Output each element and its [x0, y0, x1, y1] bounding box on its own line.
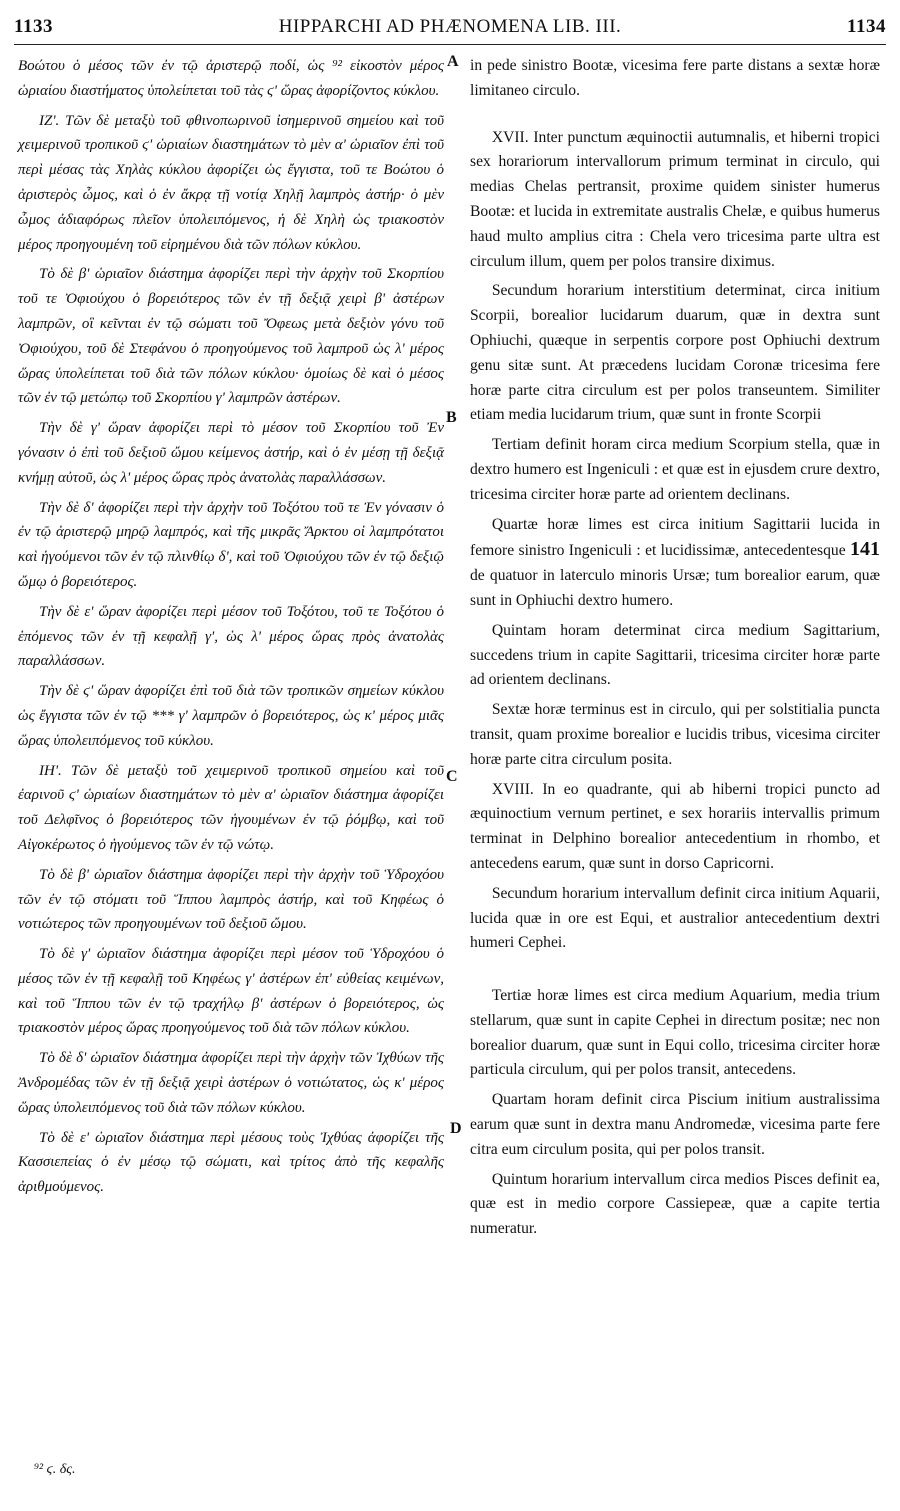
latin-paragraph: in pede sinistro Bootæ, vicesima fere parte distans a sextæ horæ limitaneo circulo.: [470, 57, 880, 99]
greek-paragraph: Τὴν δὲ δ' ἀφορίζει περὶ τὴν ἀρχὴν τοῦ Τοξότου τοῦ τε Ἐν γόνασιν ὁ ἐν τῷ ἀριστερῷ μηρῷ λαμπρός, καὶ τῆς μικρᾶς Ἄρκτου οἱ λαμπρότατοι καὶ ἡγούμενοι τῶν ἐν τῷ πλινθίῳ δ', καὶ τοῦ Ὀφιούχου τῶν ἐν τῷ δεξιῷ ὤμῳ ὁ βορειότερος.: [18, 499, 444, 590]
running-title: HIPPARCHI AD PHÆNOMENA LIB. III.: [278, 16, 622, 37]
greek-paragraph: Τὸ δὲ β' ὡριαῖον διάστημα ἀφορίζει περὶ τὴν ἀρχὴν τοῦ Σκορπίου τοῦ τε Ὀφιούχου ὁ βορειότερος τῶν ἐν τῇ δεξιᾷ χειρὶ β' ἀστέρων λαμπρῶν, οἳ κεῖνται ἐν τῷ σώματι τοῦ Ὄφεως μετὰ δεξιὸν γόνυ τοῦ Ὀφιούχου, τοῦ δὲ Στεφάνου ὁ προηγούμενος τοῦ λαμπροῦ ὡς λ' μέρος ὥρας ὑπολείπεται τοῦ διὰ τῶν πόλων κύκλου· ὁμοίως δὲ καὶ ὁ μέσος τῶν ἐν τῷ μετώπῳ τοῦ Σκορπίου γ' λαμπρῶν ἀστέρων.: [18, 266, 444, 407]
latin-paragraph: Sextæ horæ terminus est in circulo, qui per solstitialia puncta transit, quam proxime borealior e lucidis tribus, vicesima circiter horæ parte citra circulum posita.: [470, 701, 880, 768]
latin-paragraph: Tertiam definit horam circa medium Scorpium stella, quæ in dextro humero est Ingeniculi : et quæ est in ejusdem crure dextro, tricesima circiter horæ parte ad orientem declinans.: [470, 436, 880, 503]
greek-paragraph: Τὸ δὲ δ' ὡριαῖον διάστημα ἀφορίζει περὶ τὴν ἀρχὴν τῶν Ἰχθύων τῆς Ἀνδρομέδας τῶν ἐν τῇ δεξιᾷ χειρὶ ἀστέρων ὁ νοτιώτατος, ὡς κ' μέρος ὥρας ὑπολειπόμενος τοῦ διὰ τῶν πόλων κύκλου.: [18, 1050, 444, 1116]
page-header: [14, 14, 886, 45]
page-number-left: 1133: [14, 16, 53, 37]
latin-paragraph: Secundum horarium intervallum definit circa initium Aquarii, lucida quæ in ore est Equi, et australior antecedentium dextri humeri Cephei.: [470, 884, 880, 952]
greek-column: [18, 54, 444, 1205]
latin-paragraph: XVIII. In eo quadrante, qui ab hiberni tropici puncto ad æquinoctium vernum pertinet, e sex horariis intervallis primum terminat in Delphino borealior antecedentium in rhombo, et antecedens earum, quæ sunt in dorso Capricorni.: [470, 780, 880, 872]
margin-marker-b: B: [446, 409, 457, 426]
greek-paragraph: ΙΖ'. Τῶν δὲ μεταξὺ τοῦ φθινοπωρινοῦ ἰσημερινοῦ σημείου καὶ τοῦ χειμερινοῦ τροπικοῦ ϛ' ὡριαίων διαστημάτων τὸ μὲν α' ὡριαῖον ἐπὶ τοῦ περὶ μέσας τὰς Χηλὰς κύκλου ἀφορίζει ὡς ἔγγιστα, τοῦ τε Βοώτου ὁ ἀριστερὸς ὦμος, καὶ ὁ ἐν ἄκρᾳ τῇ νοτίᾳ Χηλῇ λαμπρὸς ἀστήρ· ὁ μὲν ὦμος ἀδιαφόρως πλεῖον ὑπολειπόμενος, ἡ δὲ Χηλὴ ὡς τριακοστὸν μέρος προηγουμένη τοῦ εἰρημένου διὰ τῶν πόλων κύκλου.: [18, 112, 444, 253]
latin-paragraph: Quintam horam determinat circa medium Sagittarium, succedens trium in capite Sagittarii, tricesima circiter horæ parte ad orientem declinans.: [470, 621, 880, 689]
latin-text: Quartæ horæ limes est circa initium Sagittarii lucida in femore sinistro Ingeniculi : et lucidissimæ, antecedentesque: [470, 515, 880, 560]
latin-paragraph: Quintum horarium intervallum circa medios Pisces definit ea, quæ est in medio corpore Cassiepeæ, quæ a capite tertia numeratur.: [470, 1170, 880, 1238]
page-number-right: 1134: [847, 16, 886, 37]
latin-column: [470, 54, 880, 1247]
latin-paragraph: XVII. Inter punctum æquinoctii autumnalis, et hiberni tropici sex horariorum intervallorum primum terminat in circulo, qui medias Chelas pertransit, proxime quidem sinister humerus Bootæ: et lucida in extremitate australis Chelæ, e quibus humerus haud multo amplius citra : Chela vero tricesima parte ultra est circulum illum, quem per polos transire diximus.: [470, 128, 880, 270]
footnote: ⁹² ϛ. δς.: [34, 1462, 76, 1477]
latin-paragraph: Tertiæ horæ limes est circa medium Aquarium, media trium stellarum, quæ sunt in capite Cephei in directum positæ; nec non borealior duarum, quæ sunt in Equi collo, tricesima circiter horæ particula circulum, qui per polos transit, antecedens.: [470, 987, 880, 1079]
greek-paragraph: Βοώτου ὁ μέσος τῶν ἐν τῷ ἀριστερῷ ποδί, ὡς ⁹² εἰκοστὸν μέρος ὡριαίου διαστήματος ὑπολείπεται τοῦ τὰς ϛ' ὥρας ἀφορίζοντος κύκλου.: [18, 58, 444, 99]
latin-paragraph: [470, 513, 880, 614]
greek-paragraph: ΙΗ'. Τῶν δὲ μεταξὺ τοῦ χειμερινοῦ τροπικοῦ σημείου καὶ τοῦ ἐαρινοῦ ϛ' ὡριαίων διαστημάτων τὸ μὲν α' ὡριαῖον διάστημα ἀφορίζει τοῦ Δελφῖνος ὁ βορειότερος τῶν ἡγουμένων ἐν τῷ ῥόμβῳ, καὶ τοῦ Αἰγοκέρωτος ὁ ἡγούμενος τῶν ἐν τῷ νώτῳ.: [18, 762, 444, 853]
latin-text: de quatuor in laterculo minoris Ursæ; tum borealior earum, quæ sunt in Ophiuchi dextro humero.: [470, 567, 880, 609]
margin-marker-c: C: [446, 768, 458, 785]
margin-marker-d: D: [450, 1120, 462, 1137]
greek-paragraph: Τὴν δὲ ϛ' ὥραν ἀφορίζει ἐπὶ τοῦ διὰ τῶν τροπικῶν σημείων κύκλου ὡς ἔγγιστα τῶν ἐν τῷ *** γ' λαμπρῶν ὁ βορειότερος, ὡς κ' μέρος μιᾶς ὥρας ὑπολειπόμενος τοῦ κύκλου.: [18, 683, 444, 749]
greek-paragraph: Τὸ δὲ ε' ὡριαῖον διάστημα περὶ μέσους τοὺς Ἰχθύας ἀφορίζει τῆς Κασσιεπείας ὁ ἐν μέσῳ τῷ σώματι, καὶ τρίτος ἀπὸ τῆς κεφαλῆς ἀριθμούμενος.: [18, 1129, 444, 1196]
margin-marker-a: A: [447, 53, 459, 70]
latin-paragraph: Secundum horarium interstitium determinat, circa initium Scorpii, borealior lucidarum duarum, quæ in dextra sunt Ophiuchi, quæque in serpentis corpore post Ophiuchi dextrum genu sitæ sunt. At præcedens lucidam Coronæ tricesima fere horæ parte citra circulum est per polos transeuntem. Similiter etiam media lucidarum trium, quæ sunt in fronte Scorpii: [470, 282, 880, 424]
greek-paragraph: Τὸ δὲ β' ὡριαῖον διάστημα ἀφορίζει περὶ τὴν ἀρχὴν τοῦ Ὑδροχόου τῶν ἐν τῷ στόματι τοῦ Ἵππου λαμπρὸς ἀστήρ, καὶ τοῦ Κηφέως ὁ νοτιώτερος τῶν προηγουμένων τοῦ δεξιοῦ ὤμου.: [18, 866, 444, 933]
greek-paragraph: Τὴν δὲ γ' ὥραν ἀφορίζει περὶ τὸ μέσον τοῦ Σκορπίου τοῦ Ἐν γόνασιν ὁ ἐπὶ τοῦ δεξιοῦ ὤμου κείμενος ἀστήρ, καὶ ὁ ἐν μέσῃ τῇ δεξιᾷ κνήμῃ αὐτοῦ, ὡς λ' μέρος ὥρας πρὸς ἀνατολὰς παραλλάσσων.: [18, 420, 444, 486]
inline-page-number: 141: [850, 538, 880, 561]
latin-paragraph: Quartam horam definit circa Piscium initium australissima earum quæ sunt in dextra manu Andromedæ, vicesima parte fere citra eum circulum posita, qui per polos transit.: [470, 1091, 880, 1158]
greek-paragraph: Τὸ δὲ γ' ὡριαῖον διάστημα ἀφορίζει περὶ μέσον τοῦ Ὑδροχόου ὁ μέσος τῶν ἐν τῇ κεφαλῇ τοῦ Κηφέως γ' ἀστέρων ἐπ' εὐθείας κειμένων, καὶ τοῦ Ἵππου τῶν ἐν τῷ τραχήλῳ β' ἀστέρων ὁ βορειότερος, ὡς τριακοστὸν μέρος ὥρας προηγούμενος τοῦ διὰ τῶν πόλων κύκλου.: [18, 946, 444, 1037]
greek-paragraph: Τὴν δὲ ε' ὥραν ἀφορίζει περὶ μέσον τοῦ Τοξότου, τοῦ τε Τοξότου ὁ ἑπόμενος τῶν ἐν τῇ κεφαλῇ γ', ὡς λ' μέρος ὥρας πρὸς ἀνατολὰς παραλλάσσων.: [18, 603, 444, 670]
